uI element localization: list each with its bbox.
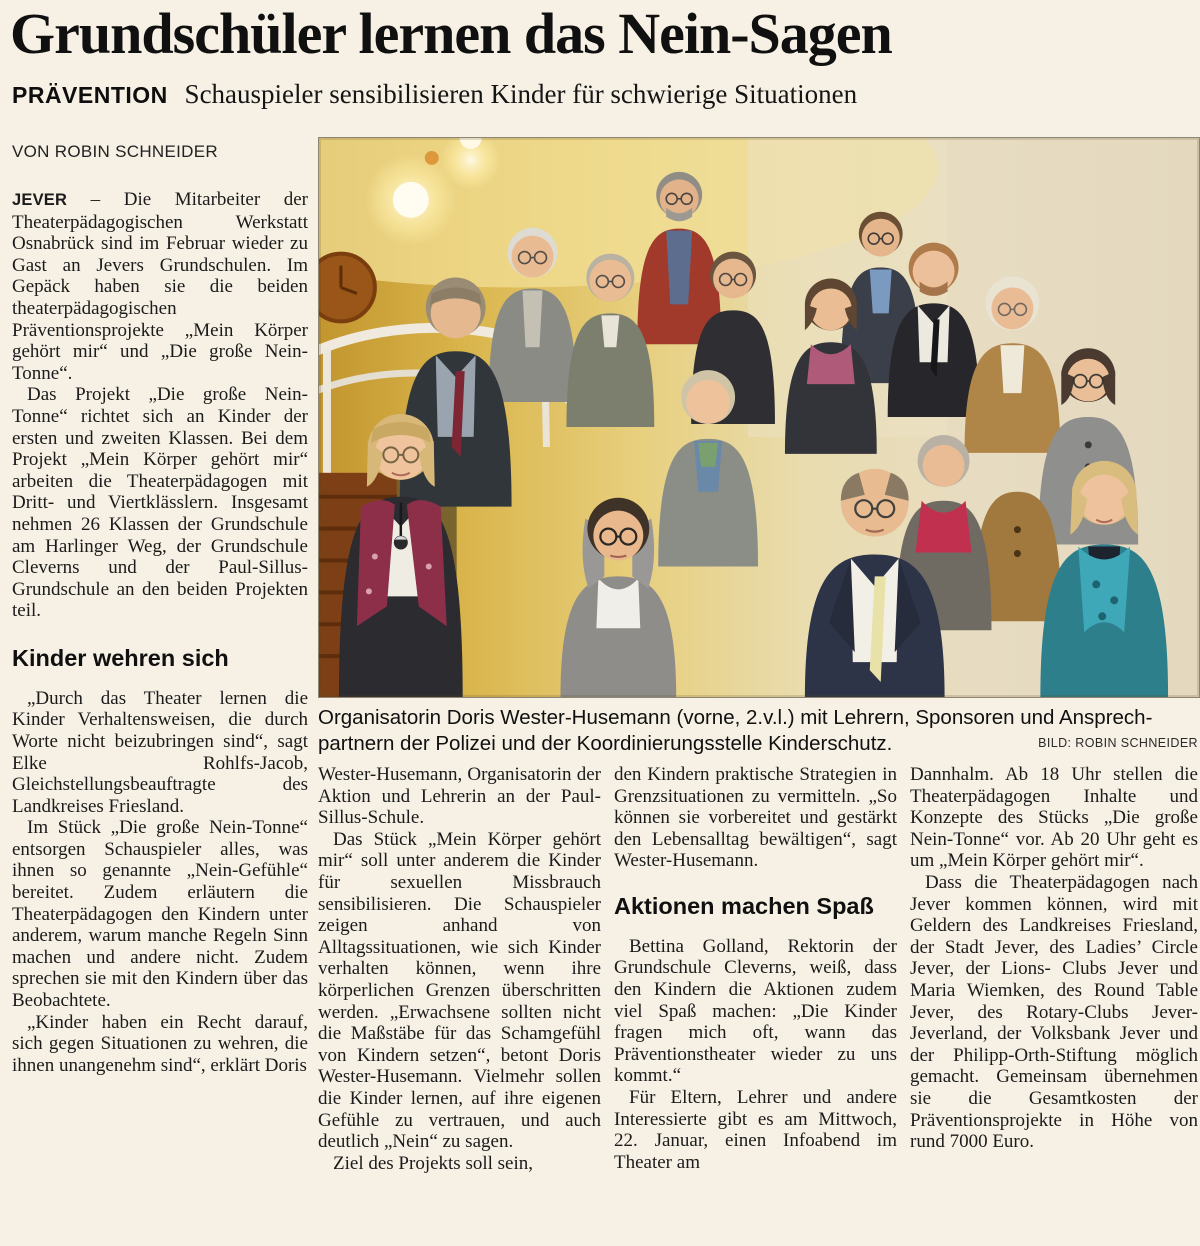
subhead-aktionen-machen-spass: Aktionen machen Spaß (614, 892, 874, 919)
column-4 (910, 764, 1198, 1153)
photo-credit: BILD: ROBIN SCHNEIDER (1038, 736, 1198, 750)
caption-line1: Organisatorin Doris Wester-Husemann (vorne, 2.v.l.) mit Lehrern, Sponsoren und Ansprech- (318, 706, 1153, 729)
paragraph: Dannhalm. Ab 18 Uhr stellen die Theaterpädagogen Inhalte und Konzepte des Stücks „Die große Nein-Tonne“ vor. Ab 20 Uhr geht es um „Mein Körper gehört mir“. (910, 764, 1198, 872)
paragraph: Das Projekt „Die große Nein-Tonne“ richtet sich an Kinder der ersten und zweiten Klassen. Bei dem Projekt „Mein Körper gehört mir“ arbeiten die Theaterpädagogen mit Dritt- und Viertklässlern. Insgesamt nehmen 26 Klassen der Grundschule am Harlinger Weg, der Grundschule Cleverns und der Paul-Sillus-Grundschule an den beiden Projekten teil. (12, 384, 308, 622)
column-3 (614, 764, 897, 1173)
column-1 (12, 142, 308, 1076)
paragraph-lead (12, 189, 308, 384)
photo-caption (318, 705, 1200, 759)
byline: VON ROBIN SCHNEIDER (12, 142, 218, 161)
dateline: JEVER (12, 191, 68, 209)
paragraph: „Kinder haben ein Recht darauf, sich gegen Situationen zu wehren, die ihnen unangenehm sind“, erklärt Doris (12, 1011, 308, 1076)
paragraph: Das Stück „Mein Körper gehört mir“ soll unter anderem die Kinder für sexuellen Missbrauch sensibilisieren. Die Schauspieler zeigen anhand von Alltagssituationen, wie sich Kinder verhalten können, wenn ihre körperlichen Grenzen überschritten werden. „Erwachsene sollten nicht die Maßstäbe für das Schamgefühl von Kindern setzen“, betont Doris Wester-Husemann. Vielmehr sollen die Kinder lernen, auf ihre eigenen Gefühle zu vertrauen, und auch deutlich „Nein“ zu sagen. (318, 828, 601, 1153)
paragraph: Dass die Theaterpädagogen nach Jever kommen können, wird mit Geldern des Landkreises Friesland, der Stadt Jever, des Ladies’ Circle Jever, der Lions- Clubs Jever und Maria Wiemken, des Round Table Jever, des Rotary-Clubs Jever-Jeverland, der Volksbank Jever und der Philipp-Orth-Stiftung möglich gemacht. Gemeinsam übernehmen sie die Gesamtkosten der Präventionsprojekte in Höhe von rund 7000 Euro. (910, 871, 1198, 1153)
headline: Grundschüler lernen das Nein-Sagen (10, 1, 892, 66)
paragraph-text: – Die Mitarbeiter der Theaterpädagogischen Werkstatt Osnabrück sind im Februar wieder zu Gast an Jevers Grundschulen. Im Gepäck haben sie die beiden theaterpädagogischen Präventionsprojekte „Mein Körper gehört mir“ und „Die große Nein-Tonne“. (12, 189, 309, 384)
paragraph: Ziel des Projekts soll sein, (333, 1152, 534, 1174)
paragraph: „Durch das Theater lernen die Kinder Verhaltensweisen, die durch Worte nicht beizubringen sind“, sagt Elke Rohlfs-Jacob, Gleichstellungsbeauftragte des Landkreises Friesland. (12, 687, 308, 817)
caption-line2: partnern der Polizei und der Koordinierungsstelle Kinderschutz. (318, 732, 893, 755)
subhead-kinder-wehren-sich: Kinder wehren sich (12, 644, 229, 671)
group-photo-illustration (319, 138, 1199, 697)
paragraph: den Kindern praktische Strategien in Grenzsituationen zu vermitteln. „So können sie vorbereitet und gestärkt den Lebensalltag bewältigen“, sagt Wester-Husemann. (614, 764, 897, 872)
paragraph: Für Eltern, Lehrer und andere Interessierte gibt es am Mittwoch, 22. Januar, einen Infoabend im Theater am (614, 1086, 897, 1173)
paragraph: Im Stück „Die große Nein-Tonne“ entsorgen Schauspieler alles, was ihnen so genannte „Nein-Gefühle“ bereitet. Zudem erläutern die Theaterpädagogen den Kindern unter anderem, warum manche Regeln Sinn machen und andere nicht. Zudem sprechen sie mit den Kindern über das Beobachtete. (12, 817, 308, 1012)
paragraph: Bettina Golland, Rektorin der Grundschule Cleverns, weiß, dass den Kindern die Aktionen zudem viel Spaß machen: „Die Kinder fragen mich oft, wann das Präventionstheater wieder zu uns kommt.“ (614, 935, 897, 1087)
column-2 (318, 764, 601, 1174)
paragraph: Wester-Husemann, Organisatorin der Aktion und Lehrerin an der Paul-Sillus-Schule. (318, 764, 601, 829)
article-photo (318, 137, 1200, 698)
kicker-tag: PRÄVENTION (12, 82, 168, 108)
kicker (12, 80, 1192, 110)
kicker-text: Schauspieler sensibilisieren Kinder für schwierige Situationen (184, 79, 858, 109)
